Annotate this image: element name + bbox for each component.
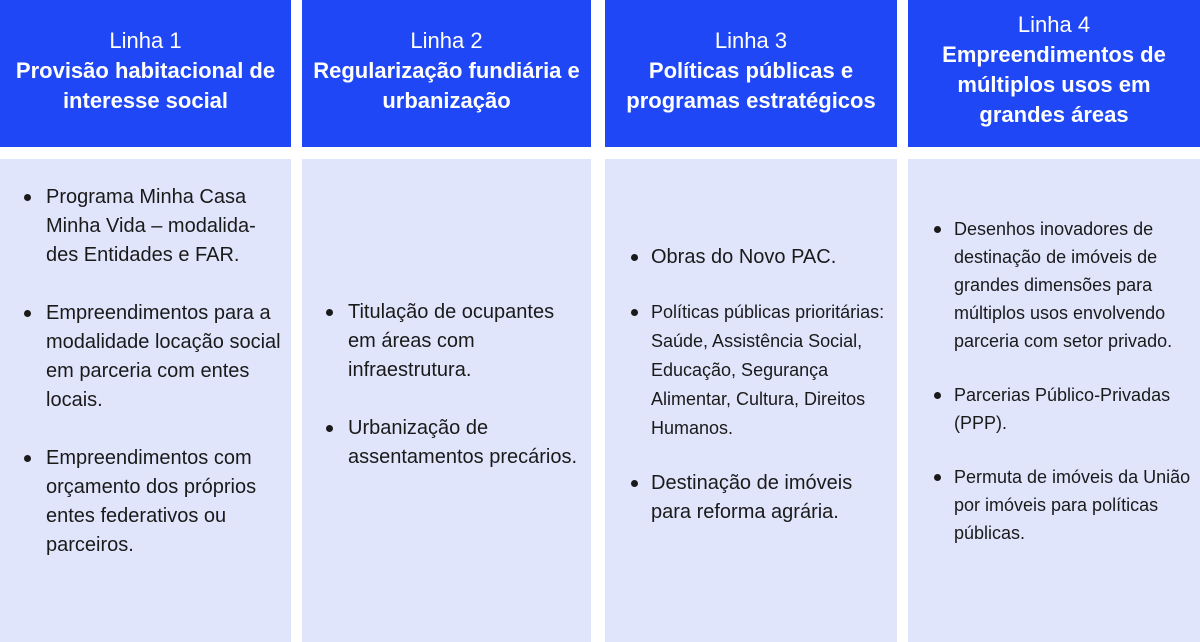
list-item: [302, 414, 591, 472]
line-label: Linha 1: [109, 28, 182, 53]
list-item-text: Titulação de ocupantes em áreas com infraestrutura.: [348, 301, 555, 381]
line-title: Políticas públicas e programas estratégicos: [626, 58, 876, 113]
bullet-icon: [326, 425, 333, 432]
list-item: [302, 298, 591, 385]
column-body: [0, 159, 291, 642]
bullet-list: [605, 159, 897, 527]
list-item-text: Desenhos inovadores de destinação de imóveis de grandes dimensões para múltiplos usos envolvendo parceria com setor privado.: [954, 219, 1173, 351]
bullet-icon: [934, 392, 941, 399]
bullet-list: [908, 159, 1200, 547]
line-label: Linha 2: [410, 28, 483, 53]
line-title: Empreendimentos de múltiplos usos em grandes áreas: [942, 42, 1166, 127]
list-item: [0, 183, 291, 270]
bullet-icon: [24, 310, 31, 317]
line-label: Linha 4: [1017, 12, 1091, 37]
list-item-text: Obras do Novo PAC.: [651, 246, 837, 268]
list-item: [0, 299, 291, 415]
list-item-text: Urbanização de assentamentos precários.: [348, 417, 578, 468]
list-item-text: Parcerias Público-Privadas (PPP).: [954, 385, 1171, 433]
bullet-icon: [631, 480, 638, 487]
column-body: [908, 159, 1200, 642]
line-title: Regularização fundiária e urbanização: [313, 58, 580, 113]
list-item: [908, 381, 1200, 437]
list-item: [908, 215, 1200, 355]
line-label: Linha 3: [714, 28, 788, 53]
bullet-icon: [24, 194, 31, 201]
bullet-icon: [934, 474, 941, 481]
bullet-icon: [24, 455, 31, 462]
list-item: [605, 469, 897, 527]
list-item-text: Políticas públicas prioritárias: Saúde, Assistência Social, Educação, Segurança Alimentar, Cultura, Direitos Humanos.: [651, 302, 885, 438]
list-item: [0, 444, 291, 560]
column-body: [302, 159, 591, 642]
list-item: [908, 463, 1200, 547]
bullet-icon: [934, 226, 941, 233]
list-item: [605, 243, 897, 272]
column-header: [0, 0, 291, 147]
list-item-text: Permuta de imóveis da União por imóveis para políticas públicas.: [954, 467, 1191, 543]
bullet-icon: [326, 309, 333, 316]
line-title: Provisão habitacional de interesse social: [15, 58, 276, 113]
column-header: [302, 0, 591, 147]
column-header: [605, 0, 897, 147]
bullet-icon: [631, 309, 638, 316]
bullet-icon: [631, 254, 638, 261]
column-body: [605, 159, 897, 642]
list-item: [605, 298, 897, 443]
list-item-text: Programa Minha Casa Minha Vida – modalida-des Entidades e FAR.: [46, 186, 256, 266]
bullet-list: [0, 159, 291, 560]
bullet-list: [302, 159, 591, 472]
list-item-text: Empreendimentos para a modalidade locação social em parceria com entes locais.: [46, 302, 281, 411]
list-item-text: Destinação de imóveis para reforma agrária.: [651, 472, 853, 523]
column-header: [908, 0, 1200, 147]
list-item-text: Empreendimentos com orçamento dos próprios entes federativos ou parceiros.: [46, 447, 257, 556]
